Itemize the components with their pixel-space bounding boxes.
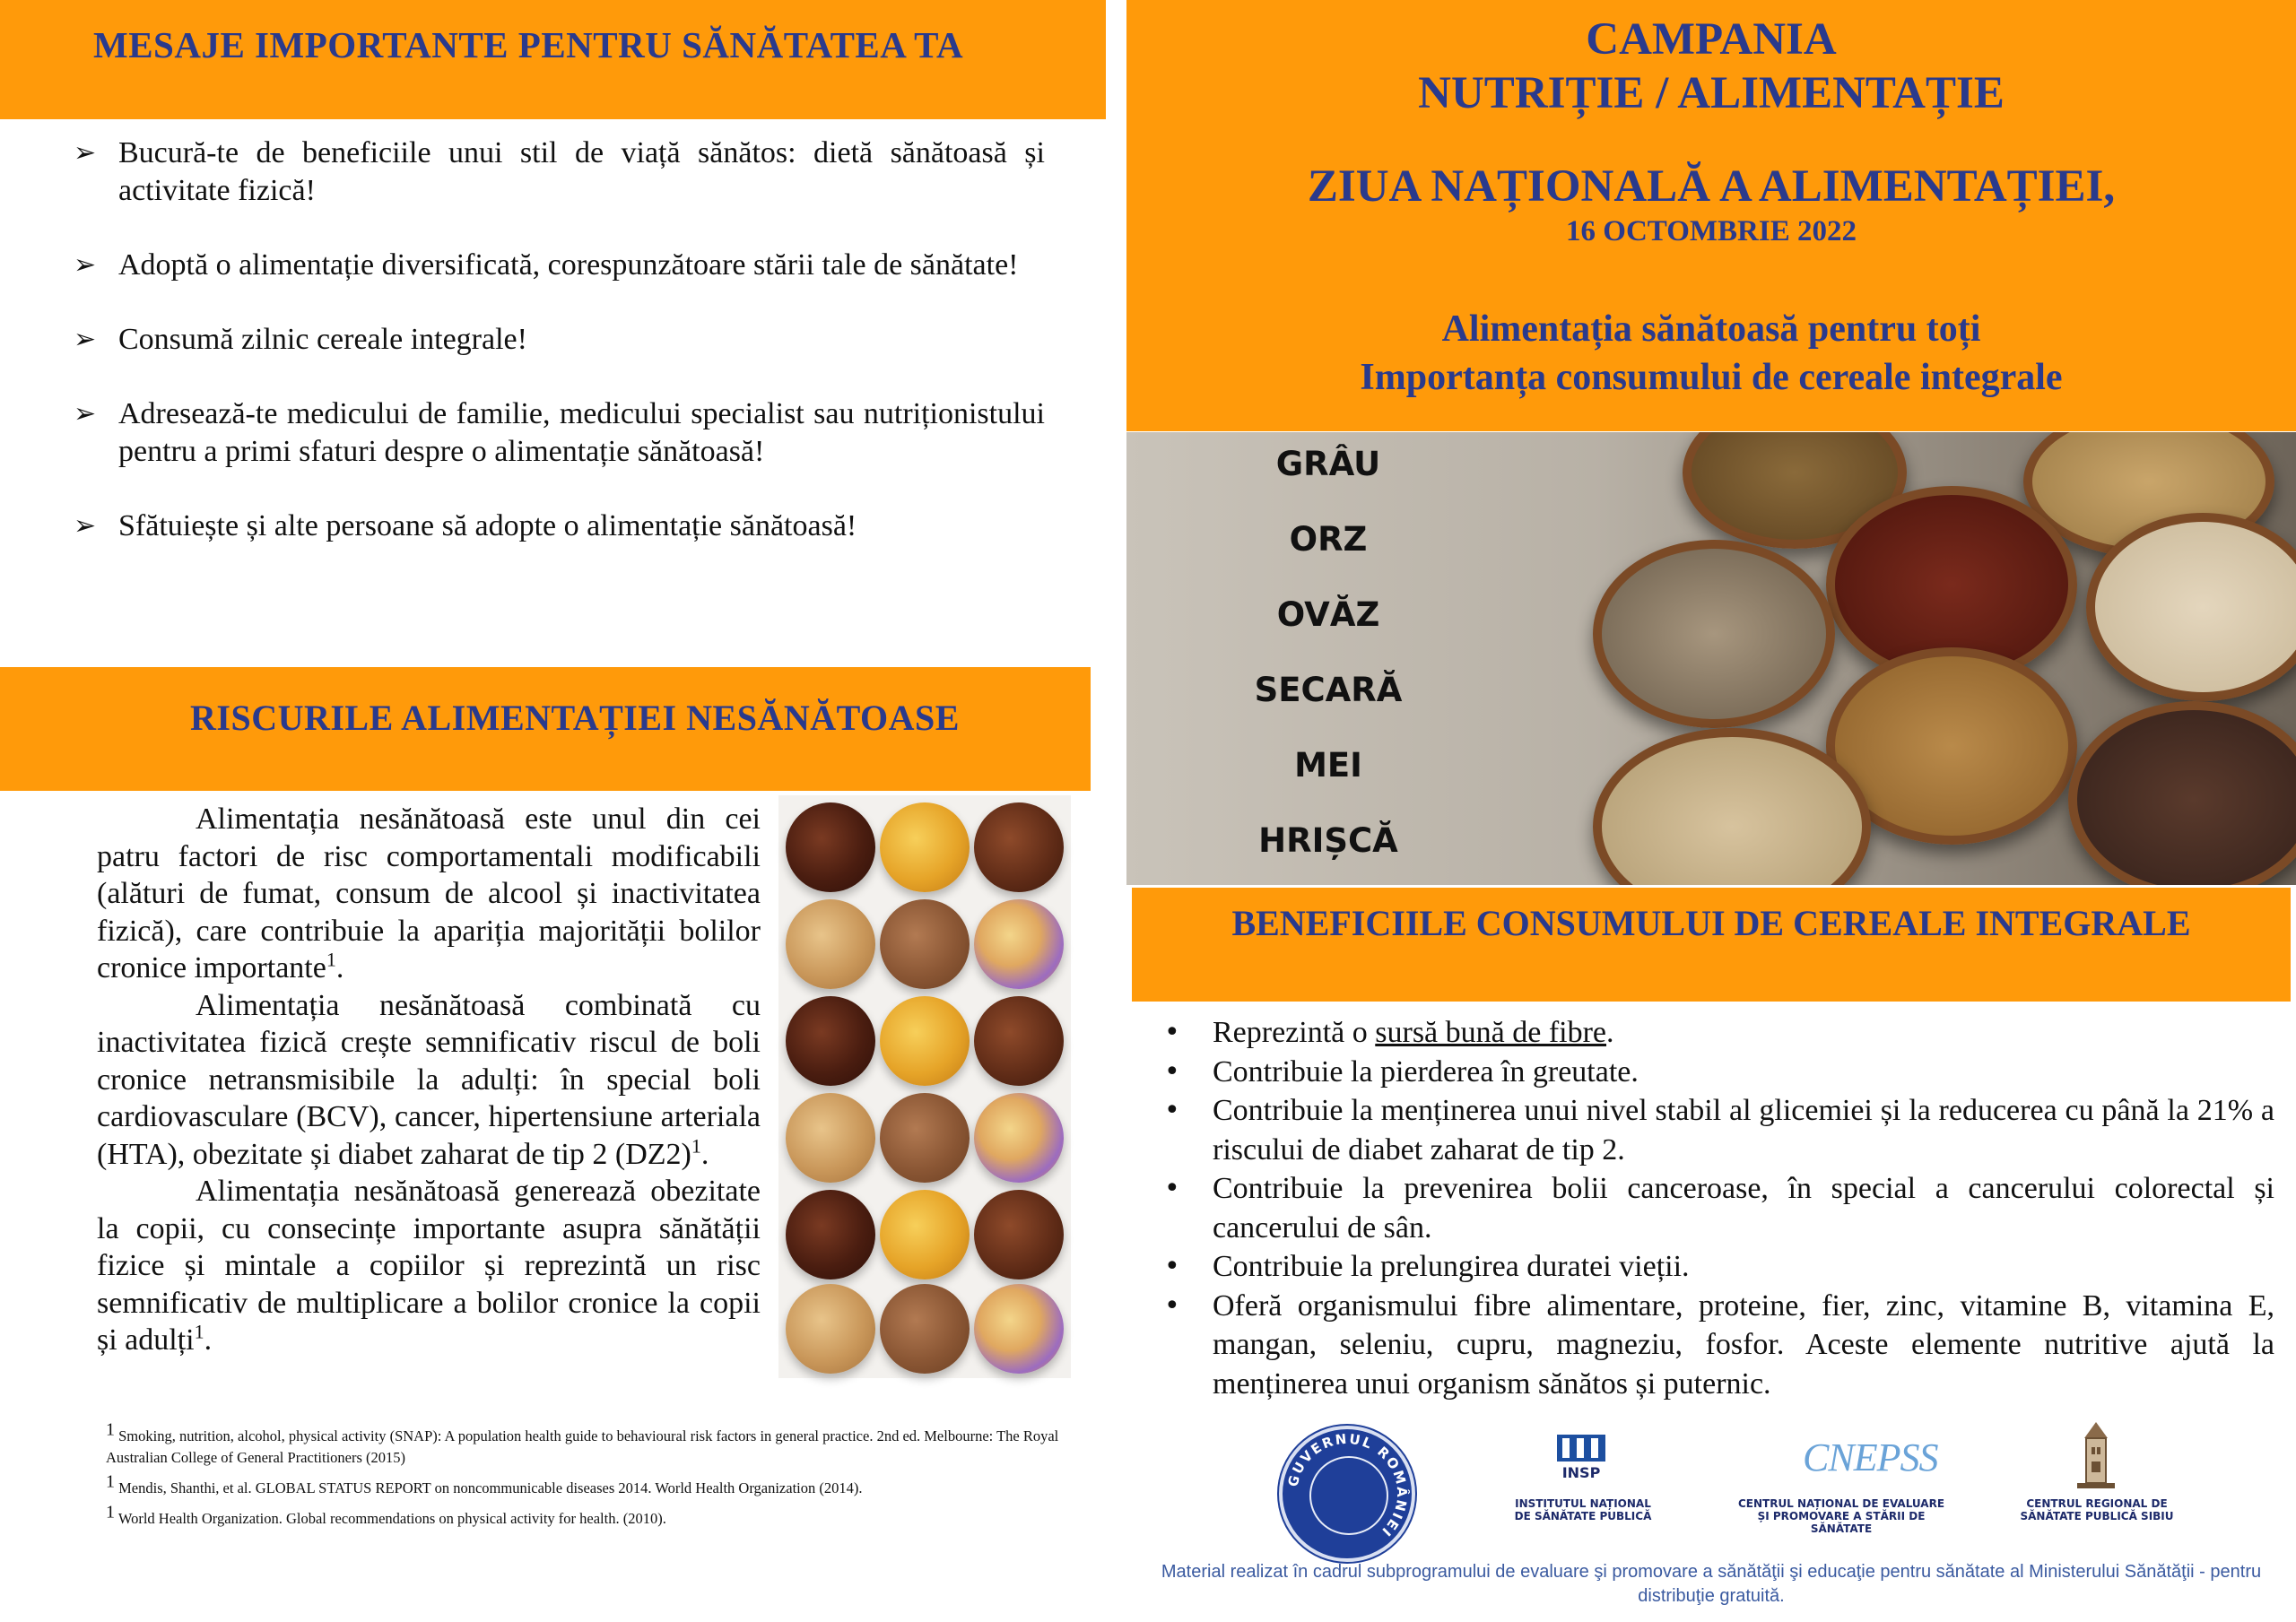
bullet-icon: • (1164, 1289, 1180, 1322)
campaign-title: CAMPANIA (1586, 14, 1837, 65)
header-important-messages (0, 0, 1106, 119)
cereal-bowl (974, 996, 1064, 1086)
bullet-icon: • (1164, 1017, 1180, 1048)
credit-note: Material realizat în cadrul subprogramului de evaluare şi promovare a sănătăţii şi educaţie pentru sănătate al Ministerului Sănătăţii - pentru distribuţie gratuită. (1161, 1562, 2262, 1606)
grain-label: OVĂZ (1276, 595, 1380, 634)
cereal-bowl (880, 802, 970, 892)
risk-paragraph: Alimentația nesănătoasă este unul din cei patru factori de risc comportamentali modificabili (alături de fumat, consum de alcool și inactivitatea fizică), care contribuie la apariția majorității bolilor cronice importante$^1$. (97, 802, 761, 984)
campaign-slogan-2: Importanța consumului de cereale integrale (1360, 357, 2063, 398)
grain-label: SECARĂ (1254, 671, 1403, 709)
list-item: • Contribuie la prevenirea bolii canceroase, în special a cancerului colorectal și cancerului de sân. (1161, 1169, 2274, 1247)
insp-logo (1550, 1429, 1613, 1483)
list-item: • Oferă organismului fibre alimentare, proteine, fier, zinc, vitamine B, vitamina E, mangan, seleniu, cupru, magneziu, fosfor. Aceste elemente nutritive ajută la menținerea unui organism sănătos și puternic. (1161, 1287, 2274, 1404)
campaign-day: ZIUA NAȚIONALĂ A ALIMENTAȚIEI, (1307, 161, 2116, 212)
footnotes (106, 1419, 1074, 1539)
cereal-bowl (974, 899, 1064, 989)
grains-list (1234, 432, 1422, 884)
campaign-slogan: Alimentația sănătoasă pentru toți (1441, 308, 1981, 350)
header-benefits (1132, 888, 2291, 1002)
list-item: • Reprezintă o sursă bună de fibre. (1161, 1013, 2274, 1053)
government-seal-text (1283, 1429, 1412, 1558)
bullet-icon: • (1164, 1251, 1180, 1282)
bullet-icon: • (1164, 1173, 1180, 1204)
cnepss-logo: CNEPSS (1803, 1436, 1938, 1479)
risk-paragraph: Alimentația nesănătoasă generează obezitate la copii, cu consecințe importante asupra sănătății fizice și mintale a copiilor și reprezintă un risc semnificativ de multiplicare a bolilor cronice la copii și adulți$^1$. (97, 1175, 761, 1357)
header-important-messages-title: MESAJE IMPORTANTE PENTRU SĂNĂTATEA TA (93, 24, 964, 65)
arrow-bullet-icon: ➢ (74, 249, 97, 281)
footnote: $^1$ Mendis, Shanthi, et al. GLOBAL STATUS REPORT on noncommunicable diseases 2014. World Health Organization (2014). (106, 1471, 863, 1496)
government-seal-logo (1279, 1426, 1415, 1562)
cereal-bowl (786, 996, 875, 1086)
cereal-bowl (880, 996, 970, 1086)
svg-text:INSP: INSP (1561, 1464, 1601, 1481)
cereal-bowl (786, 1284, 875, 1374)
cereal-bowl (786, 1093, 875, 1183)
cereal-bowl (786, 802, 875, 892)
arrow-bullet-icon: ➢ (74, 398, 97, 429)
header-risks (0, 667, 1091, 791)
cnepss-caption: CENTRUL NAȚIONAL DE EVALUARE ȘI PROMOVARE A STĂRII DE SĂNĂTATE (1737, 1497, 1945, 1535)
arrow-bullet-icon: ➢ (74, 510, 97, 542)
list-item: • Contribuie la prelungirea duratei vieții. (1161, 1247, 2274, 1287)
list-item: • Contribuie la pierderea în greutate. (1161, 1053, 2274, 1092)
cereal-bowl (974, 802, 1064, 892)
arrow-bullet-icon: ➢ (74, 137, 97, 169)
header-benefits-title: BENEFICIILE CONSUMULUI DE CEREALE INTEGRALE (1231, 903, 2191, 943)
list-item: ➢ Sfătuiește și alte persoane să adopte o alimentație sănătoasă! (74, 507, 1045, 545)
grain-label: ORZ (1289, 520, 1368, 559)
footnote: $^1$ World Health Organization. Global recommendations on physical activity for health. (2010). (106, 1502, 666, 1527)
risk-paragraph: Alimentația nesănătoasă combinată cu inactivitatea fizică crește semnificativ riscul de boli cronice netransmisibile la adulți: în special boli cardiovasculare (BCV), cancer, hipertensiune arteriala (HTA), obezitate și diabet zaharat de tip 2 $(DZ2)^1$. (97, 988, 761, 1171)
fiber-source-link[interactable]: sursă bună de fibre (1375, 1016, 1607, 1049)
bullet-icon: • (1164, 1055, 1180, 1088)
svg-text:GUVERNUL ROMÂNIEI: GUVERNUL ROMÂNIEI (1284, 1430, 1411, 1541)
grain-bowl (2086, 513, 2296, 701)
grain-label: HRIȘCĂ (1258, 821, 1398, 860)
campaign-date: 16 OCTOMBRIE 2022 (1566, 215, 1857, 247)
grain-label: GRÂU (1275, 445, 1381, 483)
csp-caption: CENTRUL REGIONAL DE SĂNĂTATE PUBLICĂ SIBIU (2020, 1497, 2174, 1522)
cereal-bowl (880, 1093, 970, 1183)
grain-bowl (2068, 701, 2296, 885)
cereal-bowl (786, 1190, 875, 1279)
grain-label: MEI (1294, 746, 1362, 785)
cereal-bowl (786, 899, 875, 989)
header-risks-title: RISCURILE ALIMENTAȚIEI NESĂNĂTOASE (190, 698, 960, 738)
insp-caption: INSTITUTUL NAȚIONAL DE SĂNĂTATE PUBLICĂ (1514, 1497, 1652, 1522)
bullet-icon: • (1164, 1095, 1180, 1126)
benefits-list (1161, 1013, 2274, 1403)
cereal-bowl (880, 899, 970, 989)
list-item: ➢ Consumă zilnic cereale integrale! (74, 321, 1045, 359)
cereal-bowl (880, 1284, 970, 1374)
grain-bowl (1593, 540, 1835, 728)
cereal-bowl (974, 1284, 1064, 1374)
campaign-subtitle: NUTRIȚIE / ALIMENTAȚIE (1418, 68, 2005, 118)
cereal-bowl (974, 1190, 1064, 1279)
arrow-bullet-icon: ➢ (74, 324, 97, 355)
list-item: ➢ Bucură-te de beneficiile unui stil de viață sănătos: dietă sănătoasă și activitate fizică! (74, 136, 1045, 207)
important-messages-list (74, 134, 1045, 582)
footnote: $^1$ Smoking, nutrition, alcohol, physical activity (SNAP): A population health guide to behavioural risk factors in general practice. 2nd ed. Melbourne: The Royal Australian College of General Practitioners (2015) (106, 1419, 1059, 1466)
cereal-bowls-image (778, 795, 1071, 1378)
risks-text (97, 801, 761, 1359)
cereal-bowl (880, 1190, 970, 1279)
list-item: ➢ Adresează-te medicului de familie, medicului specialist sau nutriționistului pentru a primi sfaturi despre o alimentație sănătoasă! (74, 397, 1045, 468)
csp-sibiu-logo (2072, 1420, 2120, 1492)
list-item: • Contribuie la menținerea unui nivel stabil al glicemiei și la reducerea cu până la 21% a riscului de diabet zaharat de tip 2. (1161, 1091, 2274, 1169)
list-item: ➢ Adoptă o alimentație diversificată, corespunzătoare stării tale de sănătate! (74, 247, 1045, 284)
cereal-bowl (974, 1093, 1064, 1183)
